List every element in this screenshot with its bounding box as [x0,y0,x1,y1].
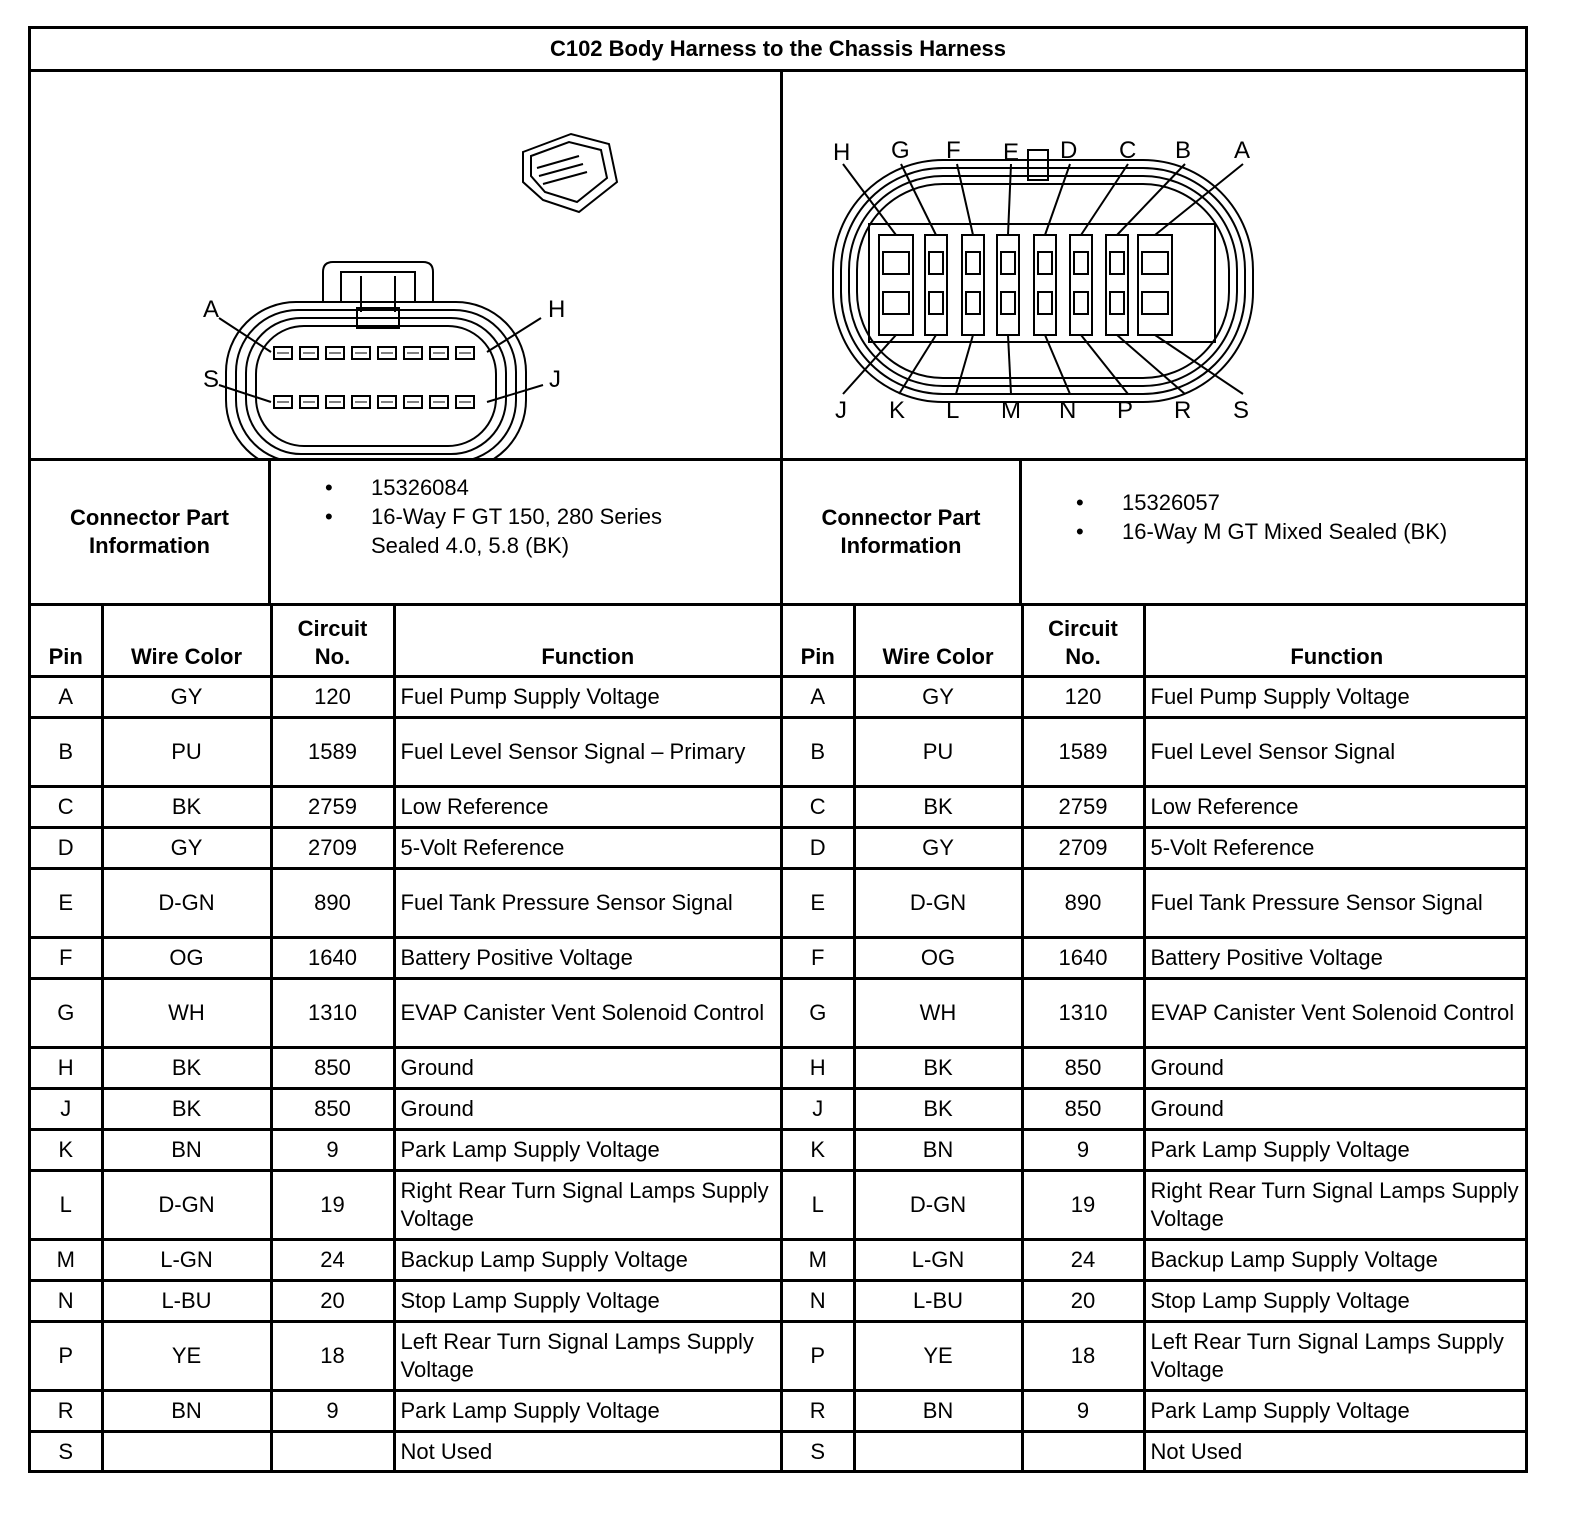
pin-cell: L [31,1170,102,1239]
pin-cell: E [783,868,854,937]
circuit-cell: 1310 [1022,978,1144,1047]
table-row [783,1431,1528,1472]
terminal-upper [1038,252,1052,274]
wire-color-cell: YE [854,1321,1022,1390]
wire-color-cell: L-GN [102,1239,271,1280]
table-row [783,786,1528,827]
terminal-housing [1034,235,1056,335]
wire-color-cell: L-BU [854,1280,1022,1321]
connector-housing [833,150,1253,402]
pin-cell: D [31,827,102,868]
part-info-label-line2: Information [88,533,210,558]
connector-housing [226,262,526,458]
pin-cell: D [783,827,854,868]
pin-label-e: E [1003,139,1020,166]
part-info-label-line1: Connector Part [821,505,981,530]
circuit-cell: 120 [1022,676,1144,717]
terminal-row [879,235,1172,335]
function-cell: EVAP Canister Vent Solenoid Control [1144,978,1528,1047]
table-row [783,937,1528,978]
pin-cell: F [783,937,854,978]
part-info-label [31,461,271,603]
function-cell: 5-Volt Reference [394,827,780,868]
table-row [783,868,1528,937]
function-cell: Right Rear Turn Signal Lamps Supply Voltage [394,1170,780,1239]
function-cell: Fuel Pump Supply Voltage [1144,676,1528,717]
circuit-cell: 850 [271,1088,394,1129]
pin-label-r: R [1174,397,1192,424]
function-cell: Park Lamp Supply Voltage [394,1129,780,1170]
wire-color-cell: BK [854,1088,1022,1129]
part-description: • 16-Way F GT 150, 280 Series Sealed 4.0, 5.8 (BK) [271,502,701,560]
wire-color-cell: BK [854,786,1022,827]
function-cell: Backup Lamp Supply Voltage [1144,1239,1528,1280]
table-row [31,1239,780,1280]
top-pin-labels [833,137,1250,166]
table-row [783,1390,1528,1431]
pin-cell: H [31,1047,102,1088]
function-cell: Fuel Level Sensor Signal [1144,717,1528,786]
col-function: Function [1144,606,1528,676]
pin-label-b: B [1175,137,1192,164]
wire-color-cell: BN [102,1129,271,1170]
pin-cell: C [783,786,854,827]
function-cell: Left Rear Turn Signal Lamps Supply Voltage [1144,1321,1528,1390]
terminal-upper [1142,252,1168,274]
table-row [783,1280,1528,1321]
function-cell: Not Used [394,1431,780,1472]
function-cell: EVAP Canister Vent Solenoid Control [394,978,780,1047]
terminal-lower [1110,292,1124,314]
function-cell: Stop Lamp Supply Voltage [1144,1280,1528,1321]
circuit-cell [271,1431,394,1472]
wire-color-cell: GY [854,827,1022,868]
terminal-housing [1106,235,1128,335]
function-cell: Low Reference [394,786,780,827]
function-cell: 5-Volt Reference [1144,827,1528,868]
bottom-cavity-row [274,396,474,408]
pin-cell: N [31,1280,102,1321]
function-cell: Backup Lamp Supply Voltage [394,1239,780,1280]
pin-cell: P [783,1321,854,1390]
table-row [31,1129,780,1170]
pin-cell: N [783,1280,854,1321]
pin-cell: K [783,1129,854,1170]
circuit-cell: 850 [1022,1088,1144,1129]
circuit-cell: 19 [271,1170,394,1239]
pin-cell: C [31,786,102,827]
pin-cell: R [783,1390,854,1431]
table-row [31,978,780,1047]
col-wire-color: Wire Color [102,606,271,676]
circuit-cell: 850 [271,1047,394,1088]
wire-color-cell: WH [102,978,271,1047]
function-cell: Stop Lamp Supply Voltage [394,1280,780,1321]
male-connector-diagram [783,72,1528,461]
function-cell: Right Rear Turn Signal Lamps Supply Voltage [1144,1170,1528,1239]
circuit-cell: 1640 [271,937,394,978]
wire-color-cell: D-GN [854,1170,1022,1239]
connector-isometric-icon [523,134,617,212]
terminal-upper [1001,252,1015,274]
table-row [31,937,780,978]
wire-color-cell: D-GN [102,868,271,937]
table-row [31,1088,780,1129]
female-connector-drawing [31,72,780,458]
wire-color-cell: PU [102,717,271,786]
pin-label-d: D [1060,137,1078,164]
pin-cell: S [31,1431,102,1472]
wire-color-cell [854,1431,1022,1472]
female-connector-diagram [31,72,783,461]
pin-label-p: P [1117,397,1134,424]
function-cell: Ground [1144,1047,1528,1088]
pin-label-s: S [1233,397,1250,424]
pin-cell: F [31,937,102,978]
page-title: C102 Body Harness to the Chassis Harness [31,29,1525,72]
terminal-housing [997,235,1019,335]
top-cavity-row [274,347,474,359]
circuit-cell: 20 [1022,1280,1144,1321]
table-row [783,1047,1528,1088]
wire-color-cell: D-GN [854,868,1022,937]
wire-color-cell: BK [102,1047,271,1088]
circuit-cell: 9 [271,1390,394,1431]
wire-color-cell: GY [102,827,271,868]
pin-label-n: N [1059,397,1077,424]
pin-cell: L [783,1170,854,1239]
part-description: • 16-Way M GT Mixed Sealed (BK) [1022,517,1447,546]
terminal-housing [962,235,984,335]
function-cell: Ground [394,1047,780,1088]
table-row [31,676,780,717]
wire-color-cell: BN [102,1390,271,1431]
table-row [31,717,780,786]
pin-cell: A [31,676,102,717]
wire-color-cell: PU [854,717,1022,786]
function-cell: Fuel Pump Supply Voltage [394,676,780,717]
pin-label-j: J [549,366,561,393]
pin-label-c: C [1119,137,1137,164]
function-cell: Ground [394,1088,780,1129]
pinout-sheet [28,26,1528,1473]
function-cell: Battery Positive Voltage [394,937,780,978]
function-cell: Fuel Tank Pressure Sensor Signal [1144,868,1528,937]
circuit-cell: 1640 [1022,937,1144,978]
circuit-cell: 850 [1022,1047,1144,1088]
circuit-cell: 1589 [271,717,394,786]
function-cell: Not Used [1144,1431,1528,1472]
table-row [783,676,1528,717]
table-row [783,1129,1528,1170]
wire-color-cell: OG [854,937,1022,978]
pin-label-j: J [835,397,847,424]
table-row [783,1170,1528,1239]
terminal-upper [1074,252,1088,274]
male-connector-drawing [783,72,1528,458]
circuit-cell: 1589 [1022,717,1144,786]
circuit-cell: 2709 [1022,827,1144,868]
pin-label-l: L [946,397,960,424]
pin-cell: G [783,978,854,1047]
pin-cell: M [783,1239,854,1280]
circuit-cell: 890 [1022,868,1144,937]
pin-label-f: F [946,137,961,164]
terminal-lower [1001,292,1015,314]
function-cell: Park Lamp Supply Voltage [1144,1390,1528,1431]
circuit-cell: 18 [271,1321,394,1390]
terminal-lower [929,292,943,314]
pin-label-h: H [833,139,851,166]
circuit-cell: 2759 [1022,786,1144,827]
pin-label-h: H [548,296,566,323]
part-info-label [783,461,1022,603]
circuit-cell: 890 [271,868,394,937]
circuit-cell: 9 [1022,1129,1144,1170]
function-cell: Park Lamp Supply Voltage [394,1390,780,1431]
pin-cell: J [783,1088,854,1129]
circuit-cell: 24 [1022,1239,1144,1280]
pin-label-a: A [1234,137,1251,164]
table-row [31,1321,780,1390]
function-cell: Ground [1144,1088,1528,1129]
wire-color-cell: BK [102,786,271,827]
function-cell: Low Reference [1144,786,1528,827]
table-row [31,1047,780,1088]
terminal-lower [1038,292,1052,314]
table-row [31,786,780,827]
terminal-housing [1138,235,1172,335]
wire-color-cell: YE [102,1321,271,1390]
terminal-lower [966,292,980,314]
leader-line-bottom [843,335,896,394]
wire-color-cell: OG [102,937,271,978]
wire-color-cell: L-BU [102,1280,271,1321]
pin-cell: G [31,978,102,1047]
terminal-housing [1070,235,1092,335]
table-row [31,1431,780,1472]
circuit-cell [1022,1431,1144,1472]
wire-color-cell: BK [854,1047,1022,1088]
circuit-cell: 2709 [271,827,394,868]
table-row [783,1239,1528,1280]
part-info-label-line2: Information [840,533,962,558]
table-row [31,1170,780,1239]
pin-label-m: M [1001,397,1021,424]
col-pin: Pin [31,606,102,676]
wire-color-cell: D-GN [102,1170,271,1239]
wire-color-cell: BK [102,1088,271,1129]
function-cell: Left Rear Turn Signal Lamps Supply Voltage [394,1321,780,1390]
right-pin-table [783,606,1528,1472]
terminal-upper [883,252,909,274]
wire-color-cell: GY [854,676,1022,717]
pin-cell: A [783,676,854,717]
left-pin-table [31,606,783,1472]
col-circuit: Circuit No. [1022,606,1144,676]
pin-label-g: G [891,137,910,164]
pin-cell: H [783,1047,854,1088]
pin-label-s: S [203,366,220,393]
pin-cell: S [783,1431,854,1472]
col-function: Function [394,606,780,676]
pin-cell: B [31,717,102,786]
function-cell: Battery Positive Voltage [1144,937,1528,978]
terminal-lower [1074,292,1088,314]
wire-color-cell: BN [854,1390,1022,1431]
wire-color-cell: L-GN [854,1239,1022,1280]
circuit-cell: 24 [271,1239,394,1280]
table-row [31,868,780,937]
leader-line-h [487,318,541,352]
wire-color-cell: BN [854,1129,1022,1170]
wire-color-cell: WH [854,978,1022,1047]
terminal-lower [883,292,909,314]
table-row [783,1321,1528,1390]
part-info-list [271,461,701,603]
terminal-upper [929,252,943,274]
function-cell: Park Lamp Supply Voltage [1144,1129,1528,1170]
part-info-list [1022,461,1447,603]
wire-color-cell [102,1431,271,1472]
col-circuit: Circuit No. [271,606,394,676]
wire-color-cell: GY [102,676,271,717]
circuit-cell: 20 [271,1280,394,1321]
pin-label-a: A [203,296,220,323]
circuit-cell: 18 [1022,1321,1144,1390]
left-part-info [31,461,783,606]
circuit-cell: 2759 [271,786,394,827]
circuit-cell: 9 [271,1129,394,1170]
pin-cell: J [31,1088,102,1129]
pin-label-k: K [889,397,906,424]
col-wire-color: Wire Color [854,606,1022,676]
circuit-cell: 19 [1022,1170,1144,1239]
pin-cell: M [31,1239,102,1280]
pin-cell: P [31,1321,102,1390]
col-pin: Pin [783,606,854,676]
terminal-upper [966,252,980,274]
circuit-cell: 9 [1022,1390,1144,1431]
table-row [783,827,1528,868]
function-cell: Fuel Tank Pressure Sensor Signal [394,868,780,937]
pin-cell: K [31,1129,102,1170]
table-row [31,1280,780,1321]
part-info-label-line1: Connector Part [70,505,229,530]
pin-cell: B [783,717,854,786]
table-row [783,717,1528,786]
terminal-upper [1110,252,1124,274]
pin-cell: R [31,1390,102,1431]
right-part-info [783,461,1528,606]
function-cell: Fuel Level Sensor Signal – Primary [394,717,780,786]
terminal-lower [1142,292,1168,314]
table-row [783,978,1528,1047]
part-number: • 15326057 [1022,488,1447,517]
leader-lines [843,164,1243,394]
table-row [31,827,780,868]
part-number: • 15326084 [271,473,701,502]
table-row [31,1390,780,1431]
pin-cell: E [31,868,102,937]
circuit-cell: 1310 [271,978,394,1047]
terminal-housing [925,235,947,335]
table-row [783,1088,1528,1129]
terminal-housing [879,235,913,335]
circuit-cell: 120 [271,676,394,717]
